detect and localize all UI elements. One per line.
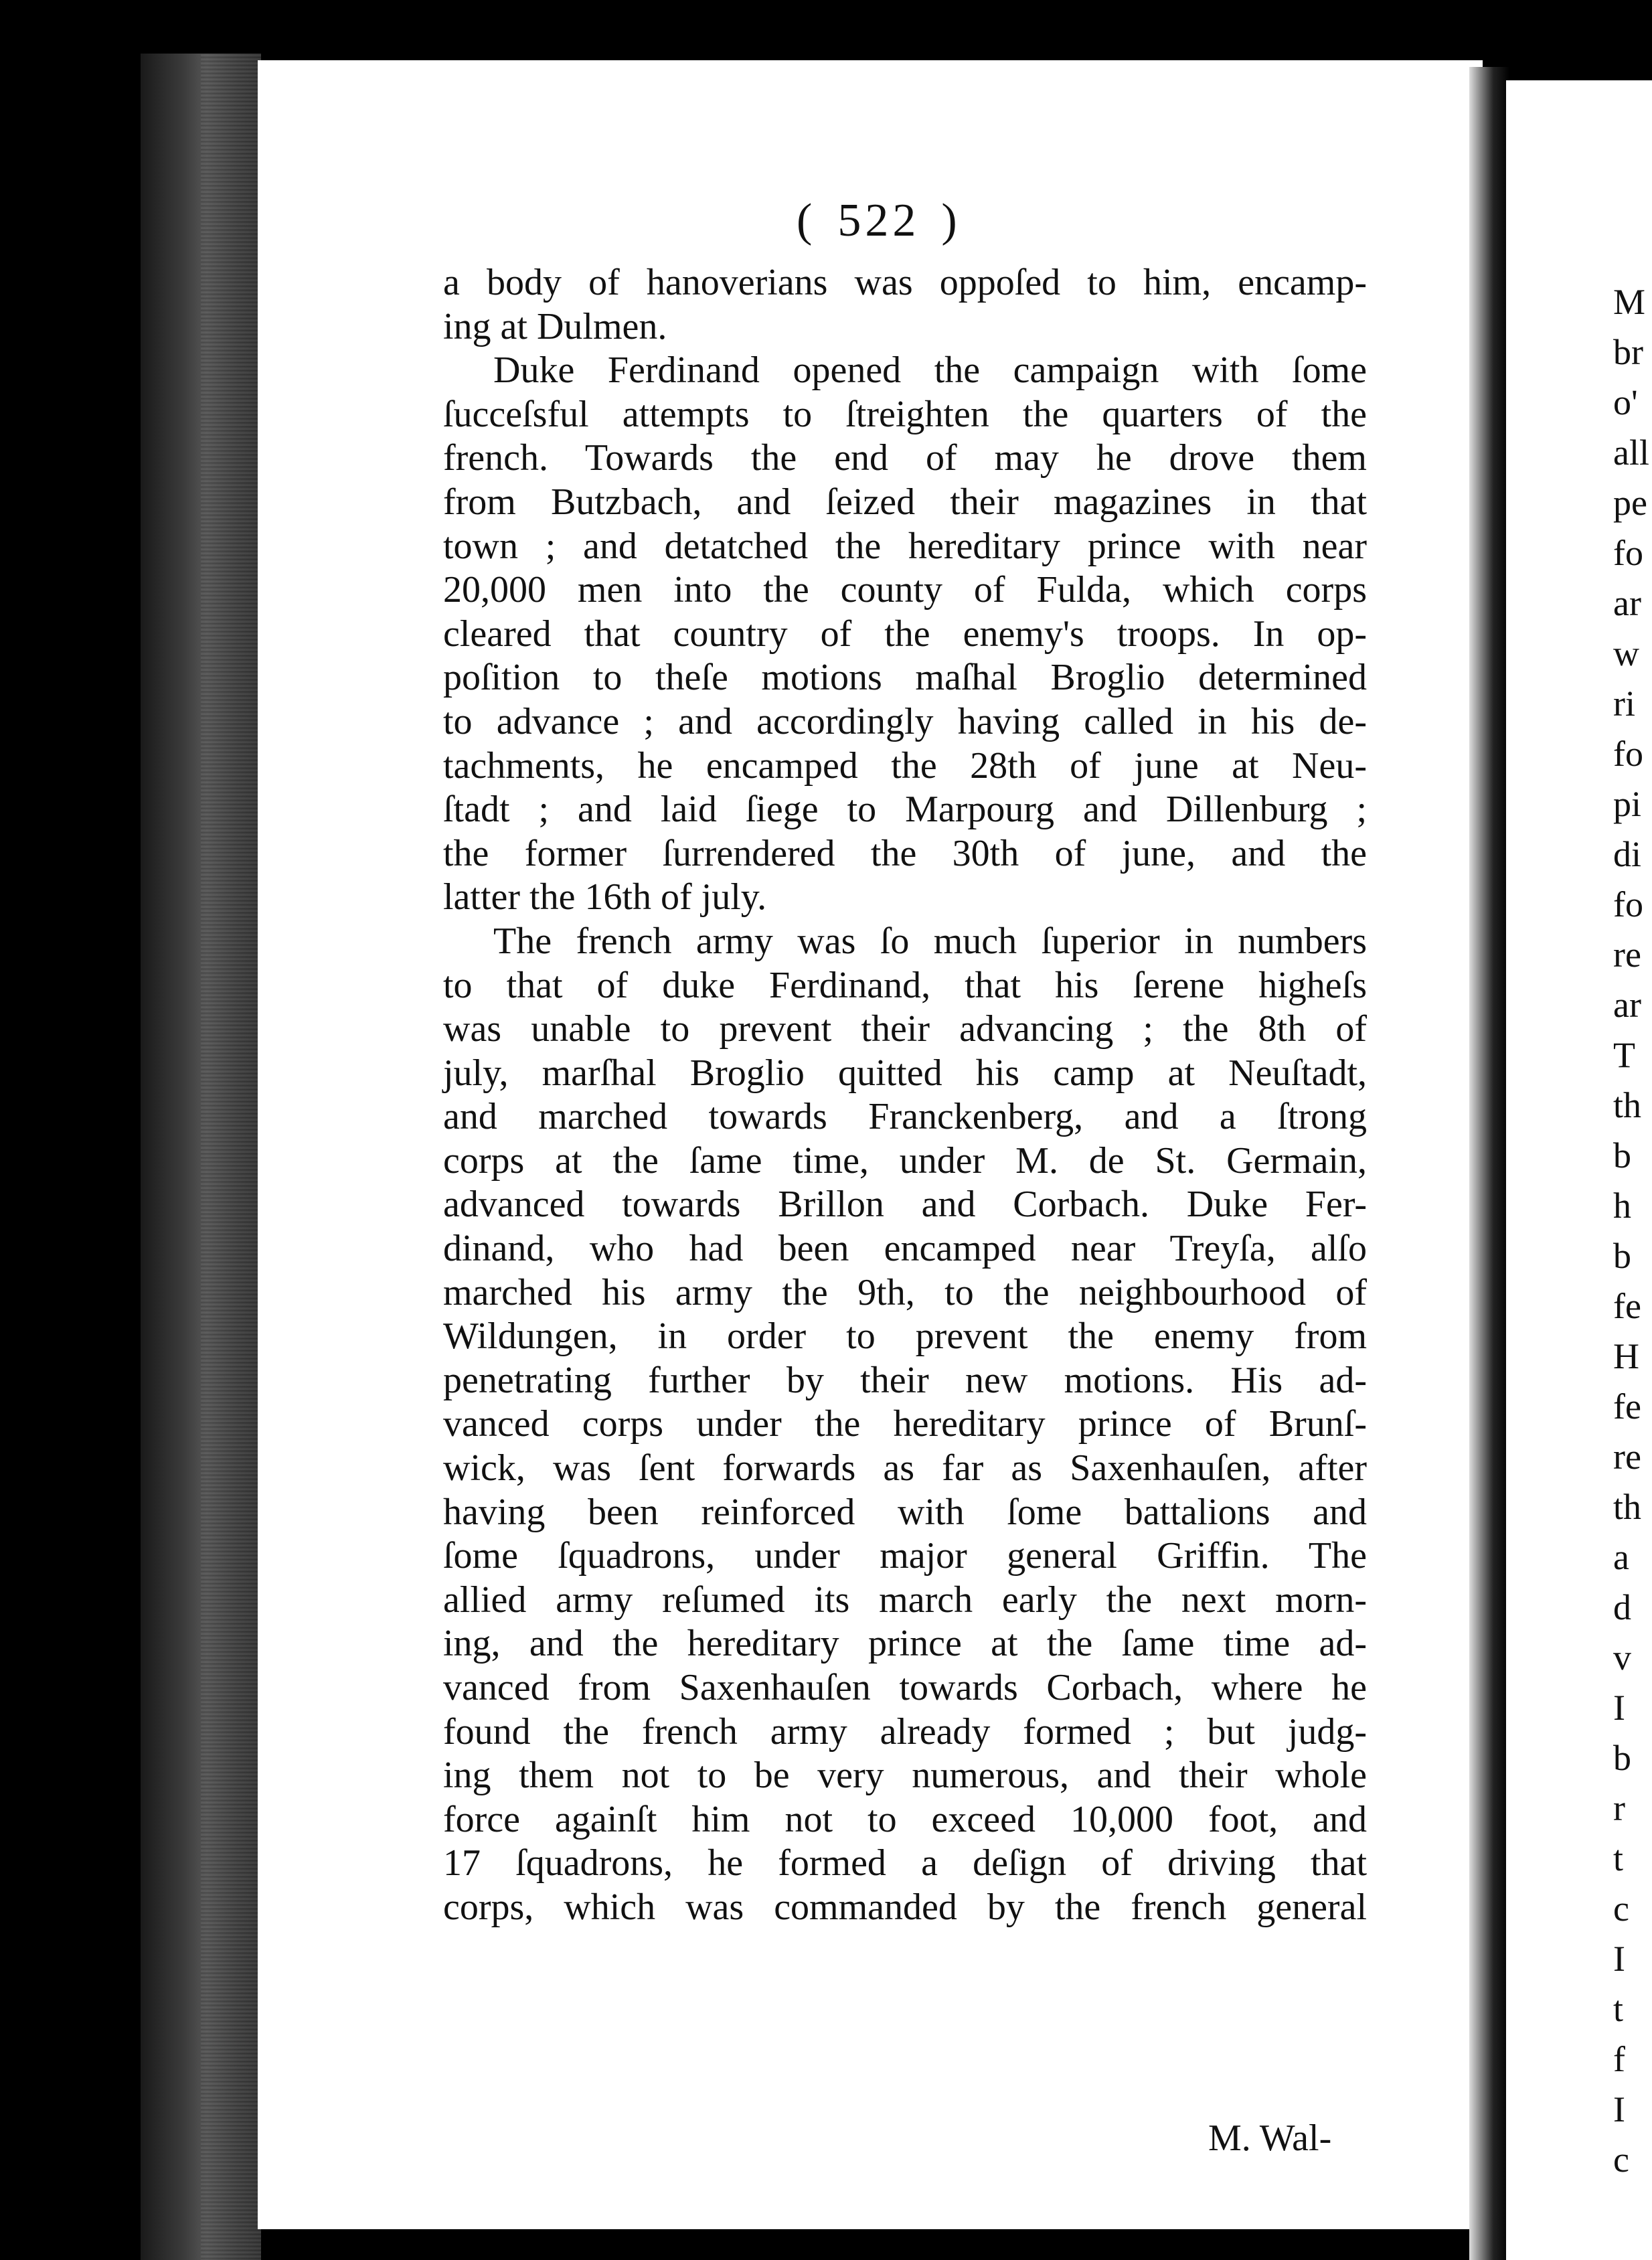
text-line: a body of hanoverians was oppoſed to him, encamp- bbox=[443, 262, 1367, 303]
facing-page-fragment: all bbox=[1613, 432, 1649, 473]
facing-page-fragment: t bbox=[1613, 1989, 1624, 2029]
text-line: town ; and detatched the hereditary prince with near bbox=[443, 525, 1367, 567]
text-line: wick, was ſent forwards as far as Saxenhauſen, after bbox=[443, 1447, 1367, 1489]
text-line: found the french army already formed ; but judg- bbox=[443, 1710, 1367, 1753]
facing-page-fragment: b bbox=[1613, 1236, 1631, 1276]
text-line: corps, which was commanded by the french general bbox=[443, 1886, 1367, 1928]
facing-page-fragment: b bbox=[1613, 1738, 1631, 1778]
text-line: force againſt him not to exceed 10,000 foot, and bbox=[443, 1798, 1367, 1840]
facing-page-fragment: I bbox=[1613, 2089, 1625, 2129]
text-line: the former ſurrendered the 30th of june, and the bbox=[443, 832, 1367, 874]
catchword: M. Wal- bbox=[1208, 2117, 1332, 2159]
facing-page-fragment: r bbox=[1613, 1788, 1625, 1828]
facing-page-fragment: b bbox=[1613, 1135, 1631, 1176]
facing-page-fragment: re bbox=[1613, 1437, 1641, 1477]
facing-page-fragment: I bbox=[1613, 1939, 1625, 1979]
body-text bbox=[443, 261, 1367, 1930]
text-line: french. Towards the end of may he drove them bbox=[443, 437, 1367, 479]
facing-page-fragment: fo bbox=[1613, 734, 1643, 774]
facing-page-fragment: pe bbox=[1613, 483, 1647, 523]
facing-page-fragment: f bbox=[1613, 2039, 1625, 2079]
facing-page-fragment: br bbox=[1613, 332, 1643, 372]
facing-page-fragment: c bbox=[1613, 2140, 1629, 2180]
facing-page-fragment: M bbox=[1613, 282, 1646, 322]
text-line: ing at Dulmen. bbox=[443, 305, 667, 347]
text-line: dinand, who had been encamped near Treyſa, alſo bbox=[443, 1228, 1367, 1270]
text-line: allied army reſumed its march early the next morn- bbox=[443, 1579, 1367, 1621]
text-line: corps at the ſame time, under M. de St. Germain, bbox=[443, 1139, 1367, 1182]
facing-page-fragment: ar bbox=[1613, 985, 1641, 1025]
page-edges bbox=[201, 54, 261, 2260]
text-line: to that of duke Ferdinand, that his ſerene higheſs bbox=[443, 964, 1367, 1006]
facing-page-fragment: th bbox=[1613, 1085, 1642, 1125]
book-gutter bbox=[1469, 67, 1509, 2260]
facing-page-fragment: I bbox=[1613, 1688, 1625, 1728]
text-line: ſome ſquadrons, under major general Griffin. The bbox=[443, 1535, 1367, 1577]
text-line: penetrating further by their new motions. His ad- bbox=[443, 1359, 1367, 1401]
facing-page-fragment: fe bbox=[1613, 1386, 1641, 1427]
header-open-paren: ( bbox=[797, 195, 817, 246]
header-close-paren: ) bbox=[941, 195, 961, 246]
text-line: latter the 16th of july. bbox=[443, 876, 767, 918]
facing-page-fragment: a bbox=[1613, 1537, 1629, 1577]
text-line: vanced from Saxenhauſen towards Corbach, where he bbox=[443, 1667, 1367, 1708]
text-line: 20,000 men into the county of Fulda, which corps bbox=[443, 569, 1367, 611]
text-line: advanced towards Brillon and Corbach. Duke Fer- bbox=[443, 1184, 1367, 1226]
text-line: marched his army the 9th, to the neighbourhood of bbox=[443, 1271, 1367, 1313]
facing-page-fragment: w bbox=[1613, 633, 1639, 673]
facing-page-fragment: fo bbox=[1613, 533, 1643, 573]
facing-page-fragment: pi bbox=[1613, 784, 1642, 824]
facing-page-fragment: th bbox=[1613, 1487, 1642, 1527]
text-line: Wildungen, in order to prevent the enemy from bbox=[443, 1315, 1367, 1358]
text-line: july, marſhal Broglio quitted his camp at Neuſtadt, bbox=[443, 1052, 1367, 1094]
text-line: ſtadt ; and laid ſiege to Marpourg and Dillenburg ; bbox=[443, 789, 1367, 831]
text-line: vanced corps under the hereditary prince of Brunſ- bbox=[443, 1403, 1367, 1445]
page-number: 522 bbox=[837, 195, 920, 246]
page-header bbox=[797, 194, 961, 248]
text-line: having been reinforced with ſome battalions and bbox=[443, 1491, 1367, 1533]
facing-page-fragment: o' bbox=[1613, 382, 1638, 422]
text-line: from Butzbach, and ſeized their magazines in that bbox=[443, 481, 1367, 523]
text-line: ſucceſsful attempts to ſtreighten the quarters of the bbox=[443, 393, 1367, 435]
facing-page-fragment: v bbox=[1613, 1637, 1631, 1678]
text-line: 17 ſquadrons, he formed a deſign of driving that bbox=[443, 1842, 1367, 1884]
text-line: tachments, he encamped the 28th of june at Neu- bbox=[443, 744, 1367, 787]
text-line: was unable to prevent their advancing ; the 8th of bbox=[443, 1008, 1367, 1050]
text-line: to advance ; and accordingly having called in his de- bbox=[443, 700, 1367, 742]
text-line: Duke Ferdinand opened the campaign with ſome bbox=[493, 349, 1367, 392]
facing-page-fragment: h bbox=[1613, 1186, 1631, 1226]
facing-page-fragment: fo bbox=[1613, 884, 1643, 924]
facing-page-fragment: d bbox=[1613, 1587, 1631, 1627]
facing-page-fragment: T bbox=[1613, 1035, 1635, 1075]
facing-page-fragment: di bbox=[1613, 834, 1642, 874]
text-line: ing them not to be very numerous, and their whole bbox=[443, 1755, 1367, 1797]
facing-page-fragment: t bbox=[1613, 1838, 1624, 1878]
text-line: ing, and the hereditary prince at the ſame time ad- bbox=[443, 1623, 1367, 1665]
text-line: poſition to theſe motions maſhal Broglio determined bbox=[443, 657, 1367, 699]
facing-page bbox=[1506, 80, 1652, 2260]
text-line: cleared that country of the enemy's troops. In op- bbox=[443, 613, 1367, 655]
facing-page-fragment: H bbox=[1613, 1336, 1639, 1376]
facing-page-fragment: fe bbox=[1613, 1286, 1641, 1326]
text-line: and marched towards Franckenberg, and a ſtrong bbox=[443, 1096, 1367, 1138]
facing-page-fragment: re bbox=[1613, 935, 1641, 975]
facing-page-fragment: ar bbox=[1613, 583, 1641, 623]
facing-page-fragment: c bbox=[1613, 1888, 1629, 1929]
text-line: The french army was ſo much ſuperior in numbers bbox=[493, 920, 1367, 962]
facing-page-fragment: ri bbox=[1613, 683, 1635, 724]
